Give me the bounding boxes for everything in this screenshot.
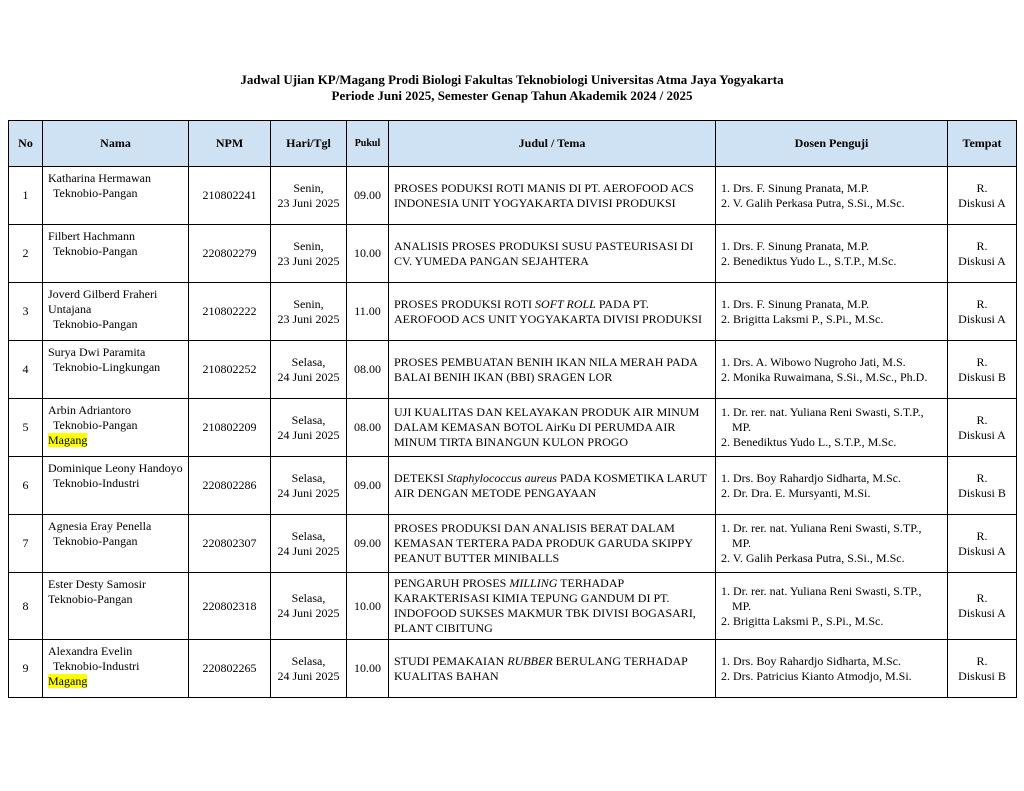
table-row <box>9 341 1017 399</box>
nama-text: Joverd Gilberd Fraheri Untajana <box>48 287 158 316</box>
cell-pukul: 10.00 <box>347 225 389 283</box>
cell-nama <box>43 457 189 515</box>
cell-tempat <box>948 457 1017 515</box>
tempat-line: Diskusi B <box>958 369 1006 384</box>
cell-hari-tgl <box>271 341 347 399</box>
cell-dosen <box>716 341 948 399</box>
cell-nama <box>43 167 189 225</box>
dosen-line: 1. Drs. F. Sinung Pranata, M.P. <box>721 296 870 311</box>
cell-row-number: 2 <box>9 225 43 283</box>
nama-line <box>48 317 183 332</box>
title-line-1: Jadwal Ujian KP/Magang Prodi Biologi Fakultas Teknobiologi Universitas Atma Jaya Yogyakarta <box>240 72 784 87</box>
judul-segment: UJI KUALITAS DAN KELAYAKAN PRODUK AIR MINUM DALAM KEMASAN BOTOL AirKu DI PERUMDA AIR MINUM TIRTA BINANGUN KULON PROGO <box>394 405 700 449</box>
header-hari-tgl: Hari/Tgl <box>271 121 347 167</box>
cell-hari-tgl <box>271 640 347 698</box>
judul-segment: MILLING <box>509 576 558 590</box>
cell-dosen <box>716 399 948 457</box>
tgl-text: 23 Juni 2025 <box>277 311 340 326</box>
cell-row-number: 5 <box>9 399 43 457</box>
hari-text: Selasa, <box>291 653 326 668</box>
dosen-line: 2. V. Galih Perkasa Putra, S.Si., M.Sc. <box>721 195 905 210</box>
nama-line <box>48 171 183 186</box>
cell-tempat <box>948 573 1017 640</box>
header-nama: Nama <box>43 121 189 167</box>
header-dosen-penguji: Dosen Penguji <box>716 121 948 167</box>
cell-judul <box>389 640 716 698</box>
cell-npm: 220802279 <box>189 225 271 283</box>
nama-text: Teknobio-Lingkungan <box>53 360 161 374</box>
nama-line <box>48 186 183 201</box>
table-row <box>9 399 1017 457</box>
table-row <box>9 515 1017 573</box>
cell-nama <box>43 399 189 457</box>
judul-segment: PROSES PRODUKSI DAN ANALISIS BERAT DALAM KEMASAN TERTERA PADA PRODUK GARUDA SKIPPY PEANUT BUTTER MINIBALLS <box>394 521 693 565</box>
cell-row-number: 9 <box>9 640 43 698</box>
cell-pukul: 11.00 <box>347 283 389 341</box>
tempat-line: Diskusi A <box>958 606 1006 620</box>
cell-tempat <box>948 515 1017 573</box>
table-row <box>9 457 1017 515</box>
document-title <box>8 72 1016 104</box>
tempat-line: R. <box>976 180 988 195</box>
cell-npm: 220802286 <box>189 457 271 515</box>
nama-text: Teknobio-Pangan <box>53 534 138 548</box>
cell-pukul: 09.00 <box>347 515 389 573</box>
cell-npm: 210802209 <box>189 399 271 457</box>
cell-tempat <box>948 399 1017 457</box>
nama-line <box>48 418 183 433</box>
cell-judul <box>389 515 716 573</box>
cell-judul <box>389 399 716 457</box>
header-pukul: Pukul <box>347 121 389 167</box>
judul-segment: PROSES PODUKSI ROTI MANIS DI PT. AEROFOOD ACS INDONESIA UNIT YOGYAKARTA DIVISI PRODUKSI <box>394 180 694 210</box>
hari-text: Selasa, <box>291 591 326 605</box>
cell-nama <box>43 515 189 573</box>
nama-text: Alexandra Evelin <box>48 644 133 658</box>
header-tempat: Tempat <box>948 121 1017 167</box>
cell-hari-tgl <box>271 515 347 573</box>
nama-text: Katharina Hermawan <box>48 171 151 185</box>
nama-text: Teknobio-Pangan <box>53 244 138 258</box>
cell-row-number: 4 <box>9 341 43 399</box>
tgl-text: 24 Juni 2025 <box>277 369 340 384</box>
nama-text: Ester Desty Samosir <box>48 577 146 591</box>
hari-text: Selasa, <box>291 412 326 427</box>
magang-highlight: Magang <box>48 674 88 688</box>
nama-text: Surya Dwi Paramita <box>48 345 146 359</box>
cell-npm: 220802307 <box>189 515 271 573</box>
cell-dosen <box>716 515 948 573</box>
nama-text: Teknobio-Pangan <box>53 186 138 200</box>
tgl-text: 24 Juni 2025 <box>277 543 340 558</box>
tgl-text: 24 Juni 2025 <box>277 427 340 442</box>
judul-segment: PROSES PEMBUATAN BENIH IKAN NILA MERAH PADA BALAI BENIH IKAN (BBI) SRAGEN LOR <box>394 354 698 384</box>
tempat-line: R. <box>976 412 988 427</box>
nama-line <box>48 534 183 549</box>
cell-npm: 210802222 <box>189 283 271 341</box>
dosen-line: 1. Drs. Boy Rahardjo Sidharta, M.Sc. <box>721 653 901 668</box>
nama-line <box>48 659 183 674</box>
cell-hari-tgl <box>271 167 347 225</box>
nama-line <box>48 461 183 476</box>
dosen-line: 1. Drs. F. Sinung Pranata, M.P. <box>721 180 870 195</box>
nama-line <box>48 577 183 592</box>
cell-npm: 210802252 <box>189 341 271 399</box>
cell-judul <box>389 225 716 283</box>
cell-hari-tgl <box>271 399 347 457</box>
cell-dosen <box>716 457 948 515</box>
cell-hari-tgl <box>271 225 347 283</box>
cell-nama <box>43 225 189 283</box>
judul-segment: SOFT ROLL <box>535 296 596 311</box>
cell-tempat <box>948 341 1017 399</box>
hari-text: Senin, <box>293 296 324 311</box>
cell-pukul: 10.00 <box>347 573 389 640</box>
table-row <box>9 225 1017 283</box>
cell-dosen <box>716 167 948 225</box>
cell-judul <box>389 283 716 341</box>
tempat-line: R. <box>976 470 988 485</box>
header-judul-tema: Judul / Tema <box>389 121 716 167</box>
nama-line <box>48 345 183 360</box>
hari-text: Selasa, <box>291 470 326 485</box>
tempat-line: R. <box>976 296 988 311</box>
hari-text: Selasa, <box>291 354 326 369</box>
tgl-text: 24 Juni 2025 <box>277 606 340 620</box>
tempat-line: Diskusi B <box>958 485 1006 500</box>
header-no: No <box>9 121 43 167</box>
cell-hari-tgl <box>271 457 347 515</box>
dosen-line: 1. Drs. A. Wibowo Nugroho Jati, M.S. <box>721 354 906 369</box>
nama-text: Teknobio-Pangan <box>53 317 138 331</box>
nama-text: Arbin Adriantoro <box>48 403 131 417</box>
judul-segment: DETEKSI <box>394 470 447 485</box>
dosen-line: 2. Monika Ruwaimana, S.Si., M.Sc., Ph.D. <box>721 369 928 384</box>
judul-segment: PROSES PRODUKSI ROTI <box>394 296 536 311</box>
header-row <box>9 121 1017 167</box>
cell-nama <box>43 283 189 341</box>
table-row <box>9 167 1017 225</box>
tempat-line: Diskusi A <box>958 543 1006 558</box>
tgl-text: 24 Juni 2025 <box>277 485 340 500</box>
dosen-line: 2. Drs. Patricius Kianto Atmodjo, M.Si. <box>721 668 912 683</box>
cell-npm: 210802241 <box>189 167 271 225</box>
header-npm: NPM <box>189 121 271 167</box>
cell-npm: 220802265 <box>189 640 271 698</box>
judul-segment: ANALISIS PROSES PRODUKSI SUSU PASTEURISASI DI CV. YUMEDA PANGAN SEJAHTERA <box>394 238 694 268</box>
dosen-line: 1. Drs. F. Sinung Pranata, M.P. <box>721 238 870 253</box>
nama-line <box>48 433 183 448</box>
cell-tempat <box>948 167 1017 225</box>
dosen-line: 1. Dr. rer. nat. Yuliana Reni Swasti, S.T.P., MP. <box>721 405 924 434</box>
judul-segment: STUDI PEMAKAIAN <box>394 653 508 668</box>
cell-hari-tgl <box>271 283 347 341</box>
cell-row-number: 8 <box>9 573 43 640</box>
tempat-line: Diskusi A <box>958 427 1006 442</box>
cell-dosen <box>716 225 948 283</box>
cell-dosen <box>716 640 948 698</box>
judul-segment: PADA KOSMETIKA LARUT AIR DENGAN METODE PENGAYAAN <box>394 470 707 500</box>
cell-pukul: 08.00 <box>347 341 389 399</box>
cell-tempat <box>948 225 1017 283</box>
cell-tempat <box>948 640 1017 698</box>
nama-line <box>48 674 183 689</box>
nama-line <box>48 403 183 418</box>
judul-segment: TERHADAP KARAKTERISASI KIMIA TEPUNG GANDUM DI PT. INDOFOOD SUKSES MAKMUR TBK DIVISI BOGASARI, PLANT CIBITUNG <box>394 576 696 635</box>
nama-line <box>48 244 183 259</box>
tempat-line: Diskusi A <box>958 253 1006 268</box>
nama-line <box>48 229 183 244</box>
cell-dosen <box>716 283 948 341</box>
tempat-line: R. <box>976 591 988 605</box>
tempat-line: Diskusi B <box>958 668 1006 683</box>
dosen-line: 2. Dr. Dra. E. Mursyanti, M.Si. <box>721 485 871 500</box>
cell-pukul: 08.00 <box>347 399 389 457</box>
cell-pukul: 09.00 <box>347 167 389 225</box>
dosen-line: 2. V. Galih Perkasa Putra, S.Si., M.Sc. <box>721 551 905 565</box>
cell-pukul: 09.00 <box>347 457 389 515</box>
nama-text: Teknobio-Industri <box>53 476 140 490</box>
nama-line <box>48 592 183 607</box>
cell-nama <box>43 640 189 698</box>
table-row <box>9 283 1017 341</box>
tempat-line: R. <box>976 354 988 369</box>
nama-text: Dominique Leony Handoyo <box>48 461 183 475</box>
judul-segment: PADA PT. AEROFOOD ACS UNIT YOGYAKARTA DIVISI PRODUKSI <box>394 296 703 326</box>
cell-row-number: 6 <box>9 457 43 515</box>
nama-line <box>48 519 183 534</box>
judul-segment: PENGARUH PROSES <box>394 576 510 590</box>
dosen-line: 1. Dr. rer. nat. Yuliana Reni Swasti, S.TP., MP. <box>721 583 922 613</box>
cell-tempat <box>948 283 1017 341</box>
tempat-line: Diskusi A <box>958 195 1006 210</box>
judul-segment: Staphylococcus aureus <box>447 470 557 485</box>
judul-segment: BERULANG TERHADAP KUALITAS BAHAN <box>394 653 688 683</box>
tempat-line: R. <box>976 238 988 253</box>
cell-judul <box>389 341 716 399</box>
tempat-line: R. <box>976 528 988 543</box>
judul-segment: RUBBER <box>507 653 553 668</box>
cell-judul <box>389 573 716 640</box>
hari-text: Senin, <box>293 180 324 195</box>
nama-text: Filbert Hachmann <box>48 229 135 243</box>
nama-line <box>48 360 183 375</box>
cell-dosen <box>716 573 948 640</box>
table-body <box>9 167 1017 698</box>
nama-text: Teknobio-Pangan <box>53 418 138 432</box>
tgl-text: 23 Juni 2025 <box>277 195 340 210</box>
cell-row-number: 1 <box>9 167 43 225</box>
dosen-line: 2. Benediktus Yudo L., S.T.P., M.Sc. <box>721 435 897 449</box>
dosen-line: 2. Brigitta Laksmi P., S.Pi., M.Sc. <box>721 613 884 628</box>
hari-text: Selasa, <box>291 528 326 543</box>
tgl-text: 23 Juni 2025 <box>277 253 340 268</box>
table-row <box>9 573 1017 640</box>
dosen-line: 1. Dr. rer. nat. Yuliana Reni Swasti, S.TP., MP. <box>721 521 922 550</box>
dosen-line: 2. Brigitta Laksmi P., S.Pi., M.Sc. <box>721 311 884 326</box>
cell-npm: 220802318 <box>189 573 271 640</box>
tempat-line: Diskusi A <box>958 311 1006 326</box>
cell-row-number: 3 <box>9 283 43 341</box>
nama-text: Teknobio-Pangan <box>48 592 133 606</box>
tempat-line: R. <box>976 653 988 668</box>
dosen-line: 2. Benediktus Yudo L., S.T.P., M.Sc. <box>721 253 897 268</box>
table-row <box>9 640 1017 698</box>
magang-highlight: Magang <box>48 433 88 447</box>
cell-judul <box>389 457 716 515</box>
nama-line <box>48 287 183 317</box>
cell-pukul: 10.00 <box>347 640 389 698</box>
nama-line <box>48 644 183 659</box>
exam-schedule-table <box>8 120 1017 698</box>
nama-text: Teknobio-Industri <box>53 659 140 673</box>
cell-nama <box>43 573 189 640</box>
cell-judul <box>389 167 716 225</box>
nama-text: Agnesia Eray Penella <box>48 519 152 533</box>
tgl-text: 24 Juni 2025 <box>277 668 340 683</box>
title-line-2: Periode Juni 2025, Semester Genap Tahun Akademik 2024 / 2025 <box>331 88 693 103</box>
dosen-line: 1. Drs. Boy Rahardjo Sidharta, M.Sc. <box>721 470 901 485</box>
cell-hari-tgl <box>271 573 347 640</box>
cell-row-number: 7 <box>9 515 43 573</box>
hari-text: Senin, <box>293 238 324 253</box>
nama-line <box>48 476 183 491</box>
cell-nama <box>43 341 189 399</box>
